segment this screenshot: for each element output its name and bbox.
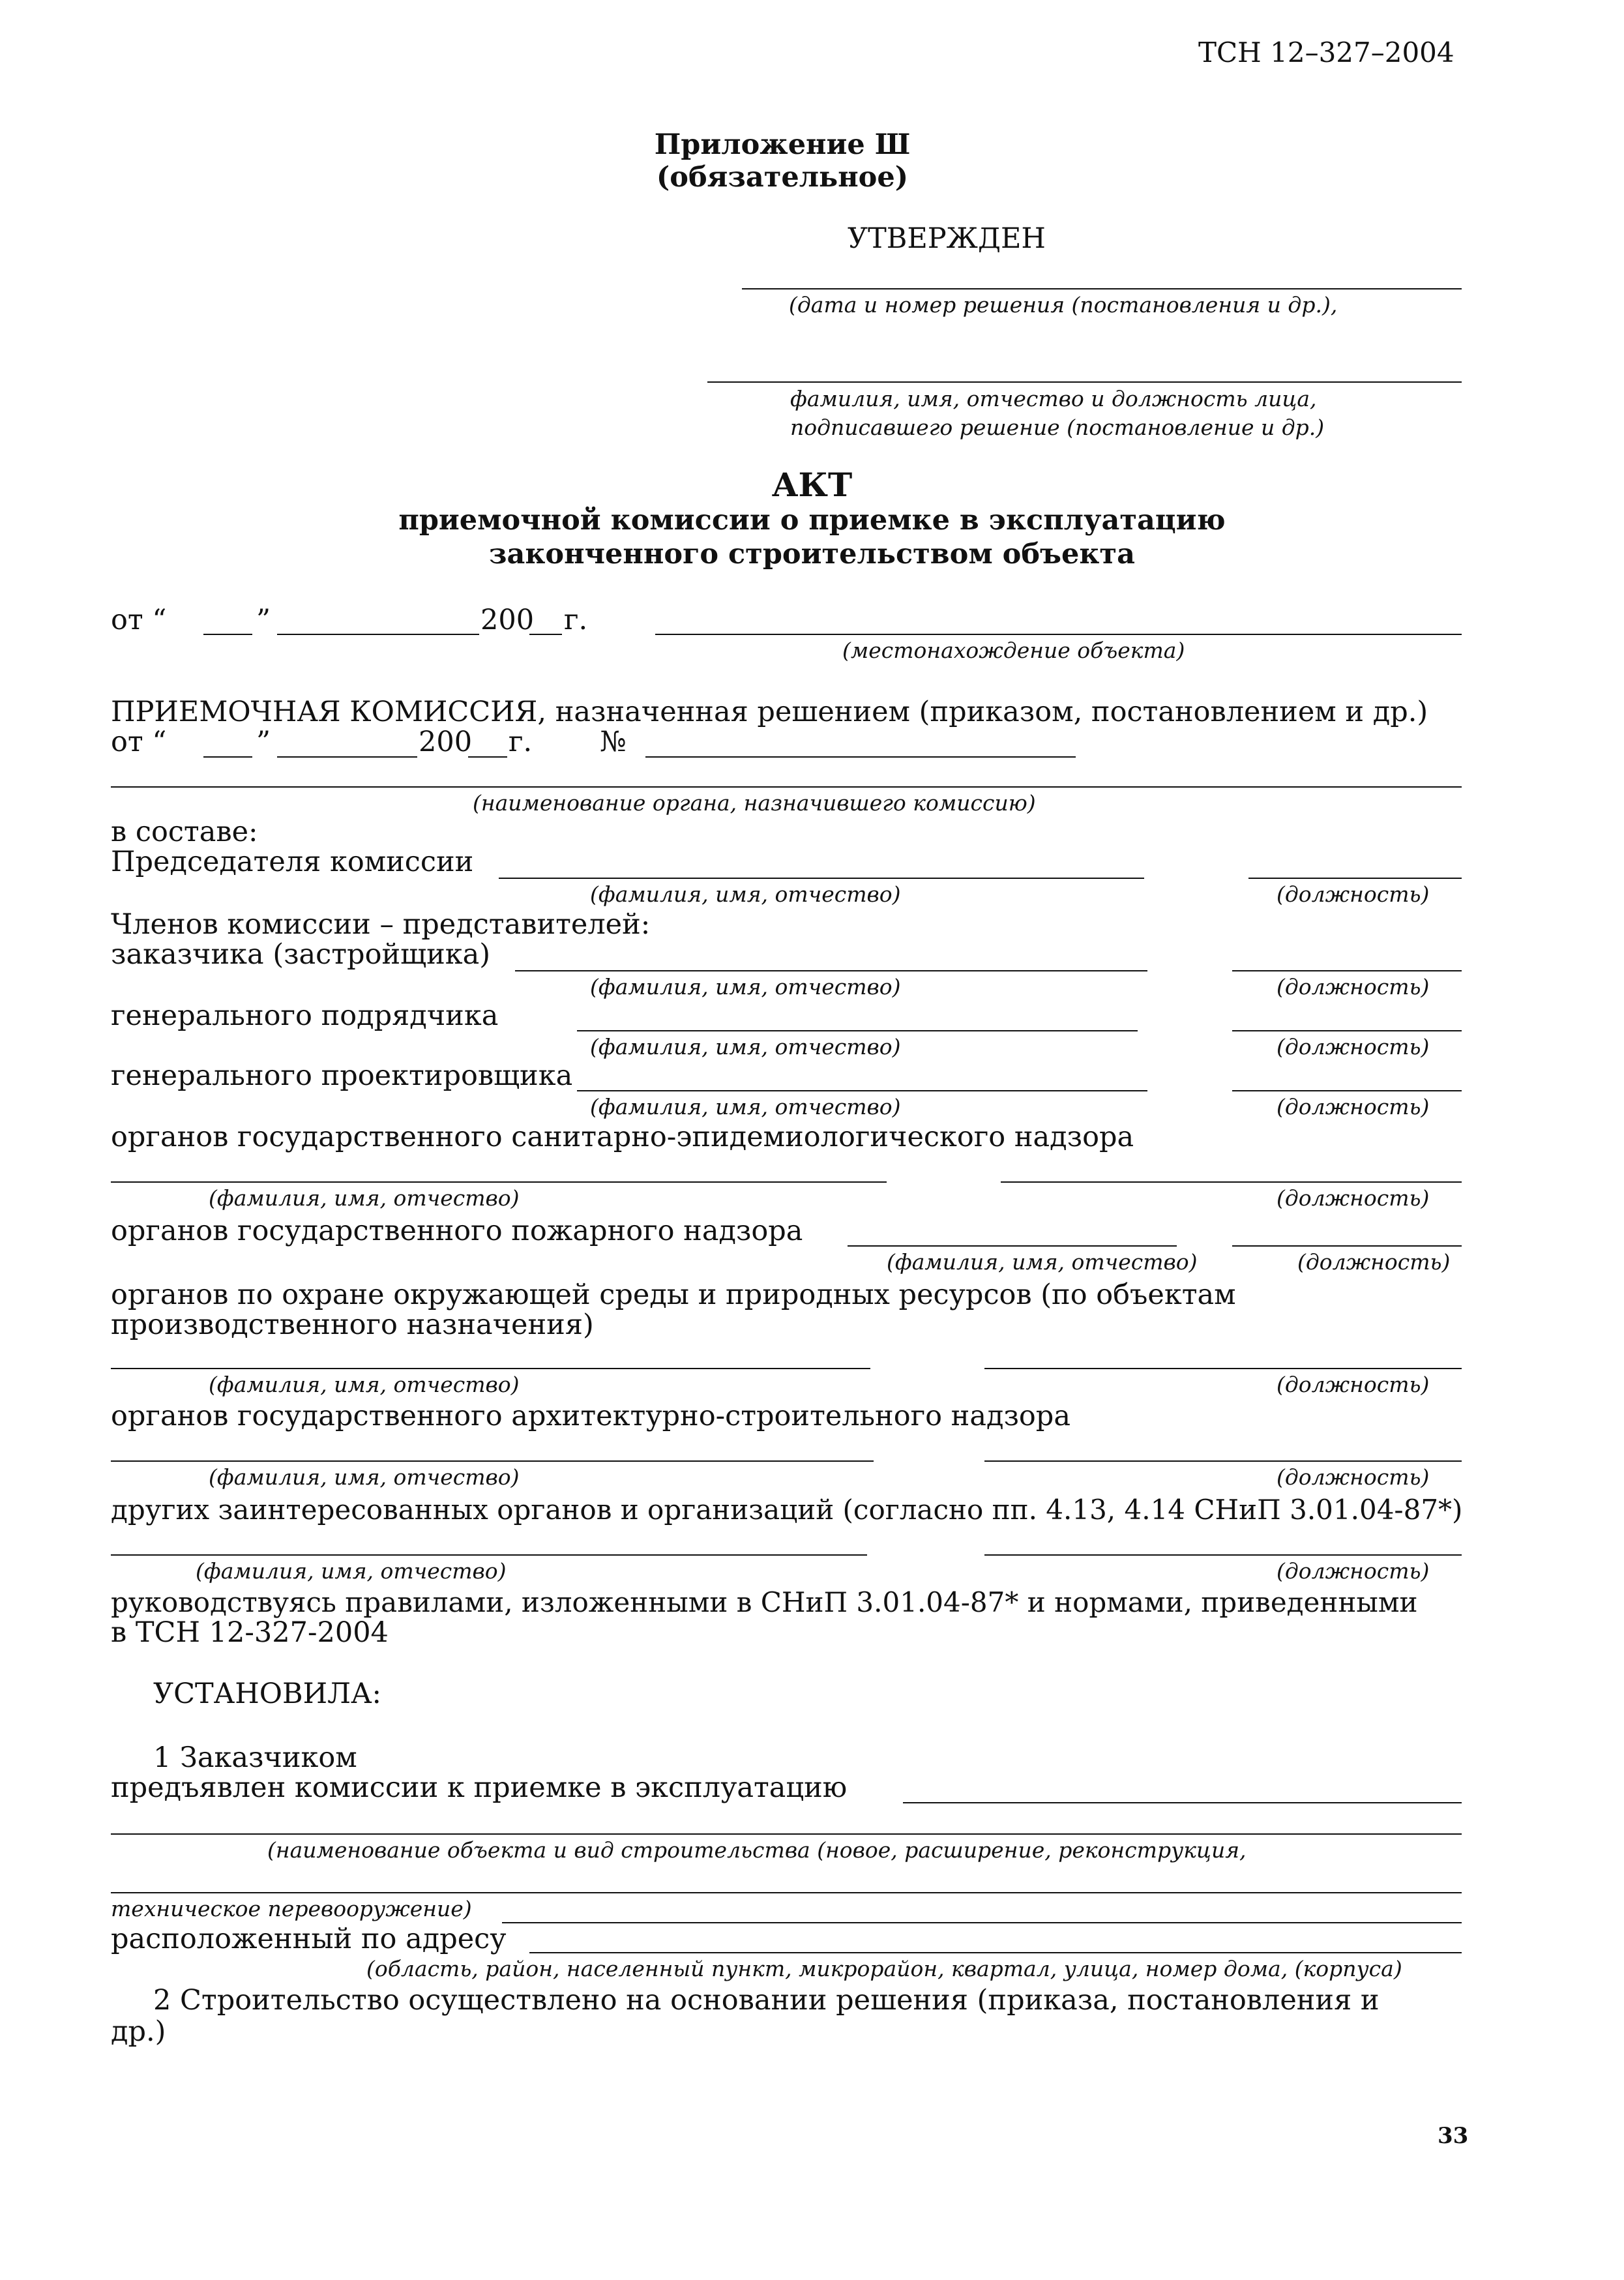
address-label: расположенный по адресу — [111, 1923, 507, 1955]
item1-line-2: предъявлен комиссии к приемке в эксплуатацию — [111, 1771, 848, 1804]
approved-label: УТВЕРЖДЕН — [848, 222, 1046, 255]
chair-position-line — [1248, 878, 1462, 879]
environment-label-2: производственного назначения) — [111, 1309, 594, 1341]
caption-location: (местонахождение объекта) — [842, 638, 1185, 663]
item1-object-line — [903, 1802, 1462, 1803]
architecture-fio-line — [111, 1460, 874, 1462]
others-position-line — [984, 1554, 1462, 1556]
date-month-line — [277, 634, 479, 635]
customer-fio-line — [515, 970, 1147, 971]
gen-contractor-label: генерального подрядчика — [111, 999, 499, 1032]
caption-fio: (фамилия, имя, отчество) — [887, 1249, 1198, 1275]
address-line — [529, 1952, 1462, 1953]
caption-fio: (фамилия, имя, отчество) — [209, 1185, 520, 1211]
commission-quote: ” — [256, 726, 271, 758]
location-line — [655, 634, 1462, 635]
fire-fio-line — [848, 1245, 1177, 1247]
architecture-label: органов государственного архитектурно-строительного надзора — [111, 1400, 1070, 1432]
item1-object-line-4 — [502, 1922, 1462, 1923]
appendix-note: (обязательное) — [656, 161, 909, 194]
date-year: 200 — [480, 604, 535, 636]
caption-position: (должность) — [1297, 1249, 1451, 1275]
caption-fio: (фамилия, имя, отчество) — [196, 1558, 507, 1584]
act-subtitle-2: законченного строительством объекта — [489, 538, 1135, 570]
act-title: АКТ — [771, 466, 853, 504]
caption-position: (должность) — [1277, 1034, 1430, 1059]
chair-label: Председателя комиссии — [111, 846, 474, 878]
caption-fio: (фамилия, имя, отчество) — [209, 1464, 520, 1490]
environment-label-1: органов по охране окружающей среды и природных ресурсов (по объектам — [111, 1279, 1236, 1311]
gen-contractor-fio-line — [577, 1030, 1138, 1031]
date-quote: ” — [256, 604, 271, 636]
sanitary-label: органов государственного санитарно-эпидемиологического надзора — [111, 1121, 1134, 1153]
fire-label: органов государственного пожарного надзора — [111, 1215, 803, 1247]
others-label: других заинтересованных органов и организаций (согласно пп. 4.13, 4.14 СНиП 3.01.04-87*) — [111, 1494, 1463, 1526]
guided-line-1: руководствуясь правилами, изложенными в СНиП 3.01.04-87* и нормами, приведенными — [111, 1586, 1418, 1618]
item1-object-line-3 — [111, 1892, 1462, 1893]
customer-position-line — [1232, 970, 1462, 971]
appendix-title: Приложение Ш — [654, 128, 911, 161]
caption-position: (должность) — [1277, 974, 1430, 999]
caption-organ: (наименование органа, назначившего комиссию) — [473, 790, 1036, 816]
item2-line-2: др.) — [111, 2015, 166, 2048]
chair-fio-line — [499, 878, 1144, 879]
caption-signer-2: подписавшего решение (постановление и др.) — [790, 415, 1325, 440]
commission-year-line — [468, 756, 507, 758]
caption-position: (должность) — [1277, 1094, 1430, 1119]
caption-position: (должность) — [1277, 1558, 1430, 1584]
caption-fio: (фамилия, имя, отчество) — [590, 974, 901, 999]
commission-month-line — [277, 756, 417, 758]
decision-line — [742, 288, 1462, 289]
commission-ot: от “ — [111, 726, 167, 758]
commission-year: 200 — [419, 726, 473, 758]
commission-line: ПРИЕМОЧНАЯ КОМИССИЯ, назначенная решением (приказом, постановлением и др.) — [111, 696, 1428, 728]
gen-designer-position-line — [1232, 1090, 1462, 1091]
caption-decision: (дата и номер решения (постановления и др.), — [789, 292, 1338, 318]
date-ot: от “ — [111, 604, 167, 636]
composition-label: в составе: — [111, 816, 258, 848]
caption-fio: (фамилия, имя, отчество) — [590, 881, 901, 907]
caption-signer-1: фамилия, имя, отчество и должность лица, — [790, 386, 1317, 411]
environment-position-line — [984, 1368, 1462, 1369]
date-year-line — [529, 634, 562, 635]
architecture-position-line — [984, 1460, 1462, 1462]
caption-position: (должность) — [1277, 1372, 1430, 1397]
date-day-line — [203, 634, 252, 635]
fire-position-line — [1232, 1245, 1462, 1247]
caption-fio: (фамилия, имя, отчество) — [209, 1372, 520, 1397]
others-fio-line — [111, 1554, 867, 1556]
caption-object: (наименование объекта и вид строительства (новое, расширение, реконструкция, — [267, 1837, 1247, 1863]
item1-line-1: 1 Заказчиком — [153, 1741, 357, 1774]
established-heading: УСТАНОВИЛА: — [153, 1678, 382, 1710]
organ-line — [111, 786, 1462, 788]
item2-line-1: 2 Строительство осуществлено на основании решения (приказа, постановления и — [153, 1984, 1380, 2017]
date-g: г. — [564, 604, 588, 636]
act-subtitle-1: приемочной комиссии о приемке в эксплуатацию — [398, 504, 1226, 537]
customer-label: заказчика (застройщика) — [111, 938, 491, 971]
item1-object-line-2 — [111, 1833, 1462, 1835]
gen-designer-fio-line — [577, 1090, 1147, 1091]
caption-object-2: техническое перевооружение) — [111, 1896, 472, 1921]
caption-fio: (фамилия, имя, отчество) — [590, 1094, 901, 1119]
signer-line — [707, 381, 1462, 383]
guided-line-2: в ТСН 12-327-2004 — [111, 1616, 389, 1649]
environment-fio-line — [111, 1368, 870, 1369]
sanitary-fio-line — [111, 1181, 887, 1183]
members-label: Членов комиссии – представителей: — [111, 908, 651, 941]
document-code: ТСН 12–327–2004 — [1198, 37, 1454, 68]
page-number: 33 — [1438, 2123, 1469, 2149]
caption-position: (должность) — [1277, 1185, 1430, 1211]
commission-g: г. — [509, 726, 533, 758]
gen-contractor-position-line — [1232, 1030, 1462, 1031]
caption-position: (должность) — [1277, 881, 1430, 907]
gen-designer-label: генерального проектировщика — [111, 1059, 573, 1092]
caption-fio: (фамилия, имя, отчество) — [590, 1034, 901, 1059]
caption-position: (должность) — [1277, 1464, 1430, 1490]
commission-day-line — [203, 756, 252, 758]
caption-address: (область, район, населенный пункт, микрорайон, квартал, улица, номер дома, (корпуса) — [366, 1956, 1402, 1981]
commission-number-sign: № — [600, 726, 627, 758]
sanitary-position-line — [1001, 1181, 1462, 1183]
commission-number-line — [645, 756, 1076, 758]
